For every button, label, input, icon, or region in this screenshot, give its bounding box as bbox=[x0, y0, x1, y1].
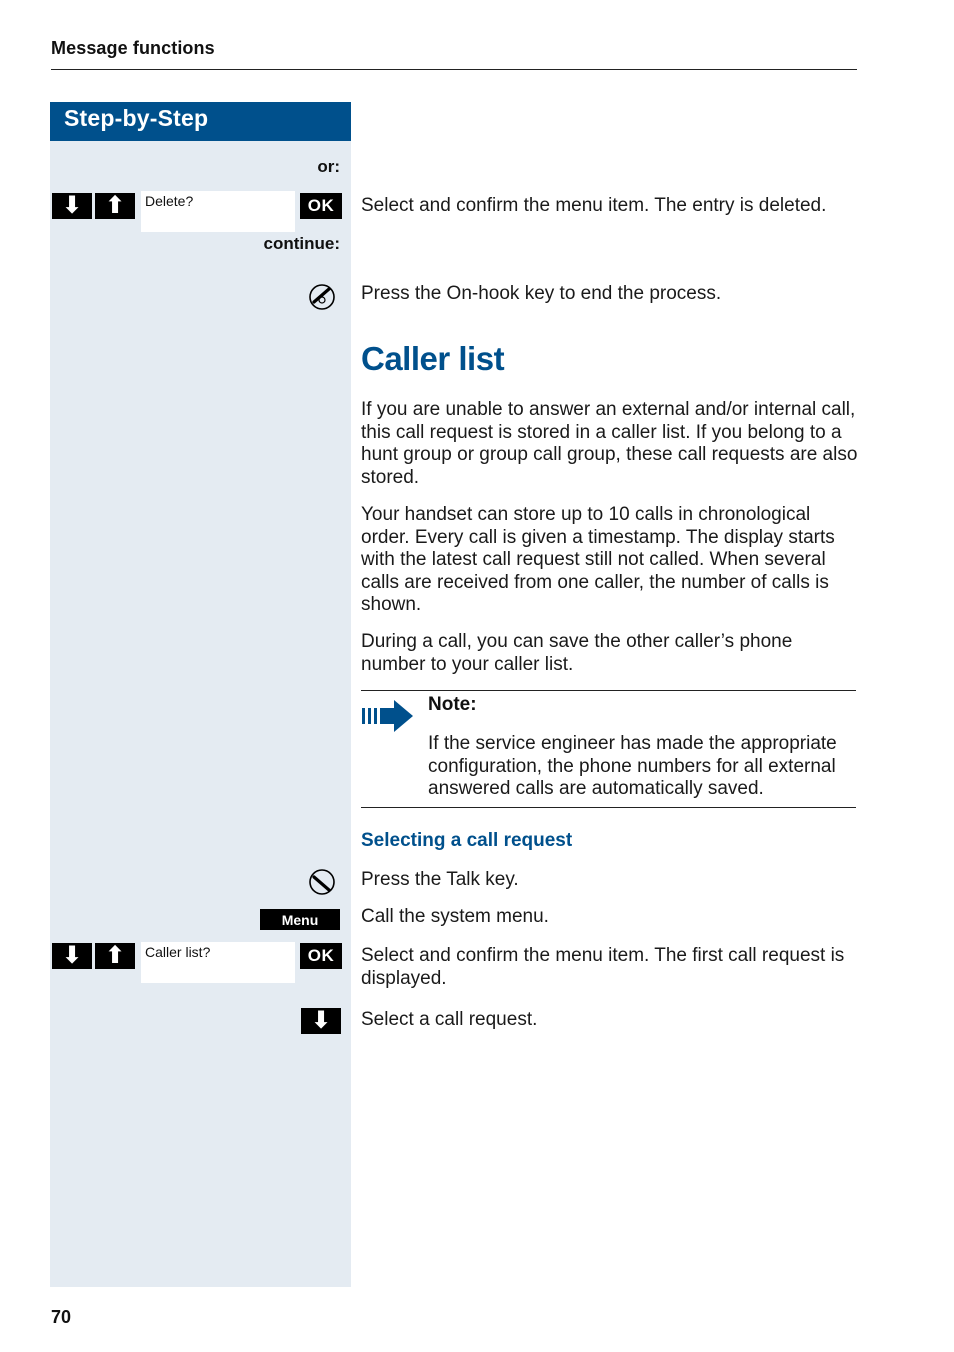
page-number: 70 bbox=[51, 1307, 72, 1327]
note-top-rule bbox=[361, 690, 856, 691]
up-arrow-key: ⬆ bbox=[95, 193, 135, 219]
note-arrow-icon bbox=[362, 698, 414, 734]
down-arrow-key: ⬇ bbox=[52, 193, 92, 219]
note-title: Note: bbox=[428, 694, 477, 715]
note-text: If the service engineer has made the appropriate configuration, the phone numbers for all external answered calls are automatically saved. bbox=[428, 733, 837, 799]
paragraph-2: Your handset can store up to 10 calls in chronological order. Every call is given a timestamp. The display starts with the latest call request still not called. When several calls are received from one caller, the number of calls is shown. bbox=[361, 504, 835, 615]
header-rule bbox=[51, 69, 857, 70]
sidebar-title: Step-by-Step bbox=[64, 105, 209, 131]
ok-key: OK bbox=[300, 193, 342, 219]
ok-key-2: OK bbox=[300, 943, 342, 969]
menu-key: Menu bbox=[260, 909, 340, 930]
step-sidebar bbox=[50, 102, 351, 1287]
display-delete: Delete? bbox=[141, 191, 295, 232]
up-arrow-key-2: ⬆ bbox=[95, 943, 135, 969]
page-heading: Caller list bbox=[361, 340, 505, 377]
paragraph-1: If you are unable to answer an external and/or internal call, this call request is stored in a caller list. If you belong to a hunt group or group call group, these call requests are also stored. bbox=[361, 399, 858, 488]
down-arrow-key-2: ⬇ bbox=[52, 943, 92, 969]
step-talk: Press the Talk key. bbox=[361, 869, 519, 890]
step-select-request: Select a call request. bbox=[361, 1009, 538, 1030]
continue-label: continue: bbox=[263, 234, 340, 253]
onhook-key-icon bbox=[308, 283, 336, 311]
down-arrow-key-3: ⬇ bbox=[301, 1008, 341, 1034]
talk-key-icon bbox=[308, 868, 336, 896]
display-caller-list: Caller list? bbox=[141, 942, 295, 983]
step-onhook: Press the On-hook key to end the process. bbox=[361, 283, 722, 304]
section-title: Message functions bbox=[51, 38, 215, 58]
note-bottom-rule bbox=[361, 807, 856, 808]
or-label: or: bbox=[317, 157, 340, 176]
subheading: Selecting a call request bbox=[361, 830, 573, 851]
step-delete-confirm: Select and confirm the menu item. The entry is deleted. bbox=[361, 195, 827, 216]
step-menu: Call the system menu. bbox=[361, 906, 549, 927]
paragraph-3: During a call, you can save the other caller’s phone number to your caller list. bbox=[361, 631, 793, 675]
step-caller-confirm: Select and confirm the menu item. The first call request is displayed. bbox=[361, 945, 845, 989]
